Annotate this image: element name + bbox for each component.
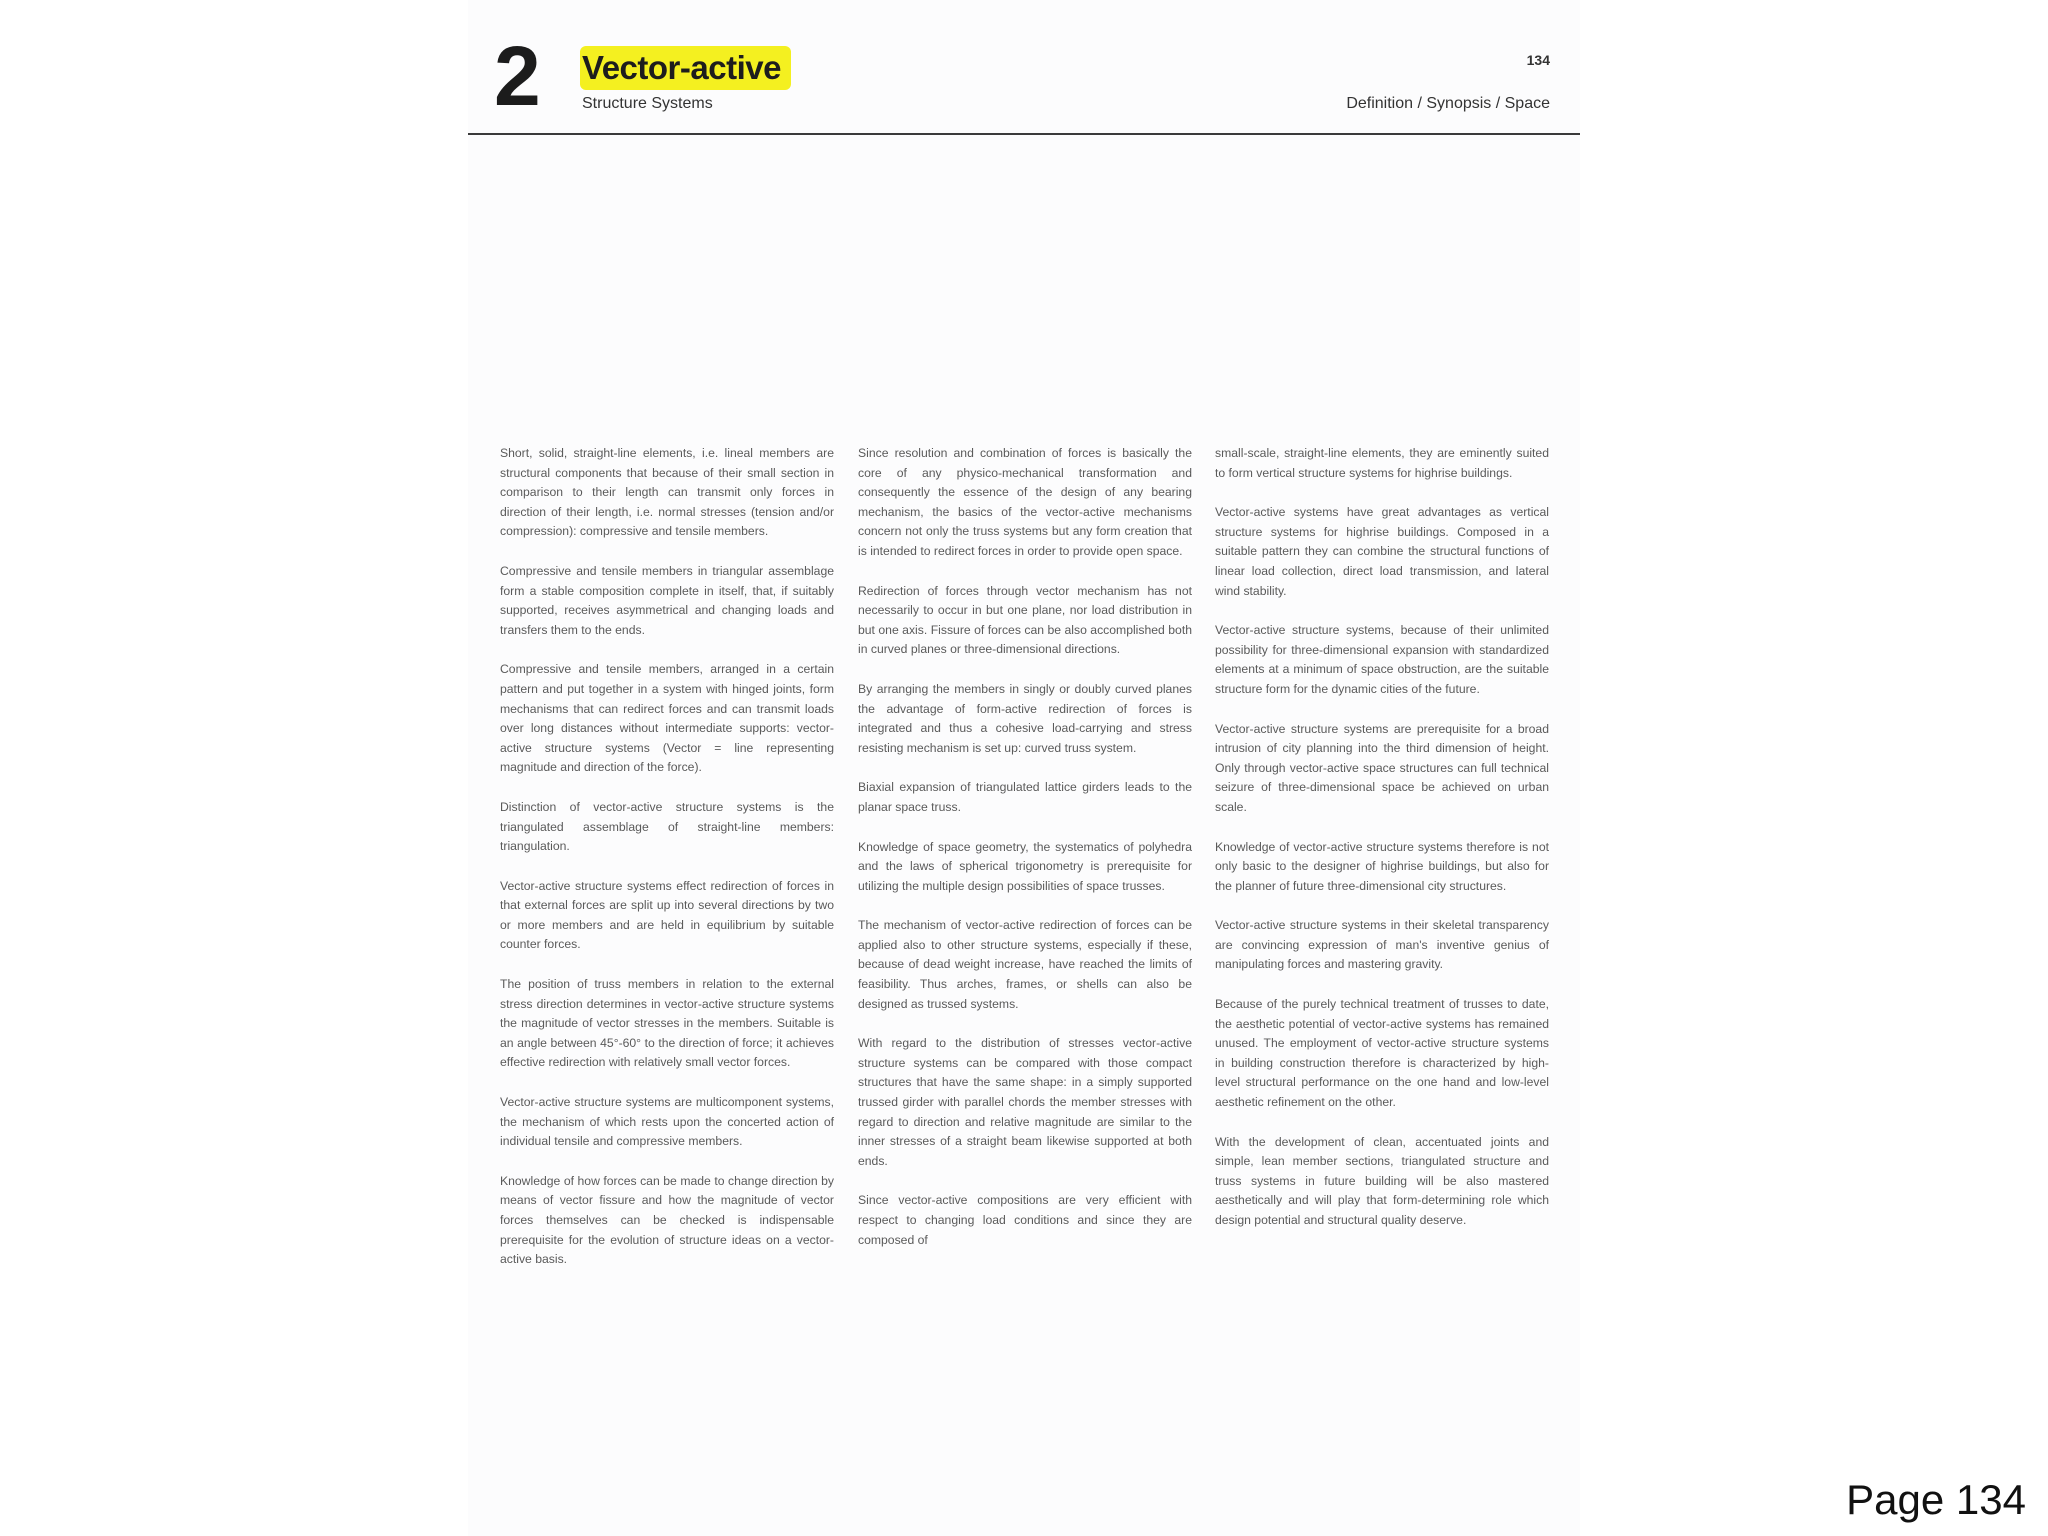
paragraph: Vector-active systems have great advantages as vertical structure systems for highrise buildings. Composed in a suitable pattern they can combine the structural functions of linear load collection, direct load transmission, and lateral wind stability. [1215, 505, 1549, 598]
text-column-3 [1215, 444, 1549, 1251]
paragraph: Vector-active structure systems are multicomponent systems, the mechanism of which rests upon the concerted action of individual tensile and compressive members. [500, 1095, 834, 1149]
paragraph: Vector-active structure systems are prerequisite for a broad intrusion of city planning into the third dimension of height. Only through vector-active space structures can full technical seizure of three-dimensional space be achieved on urban scale. [1215, 721, 1549, 814]
paragraph: Distinction of vector-active structure systems is the triangulated assemblage of straight-line members: triangulation. [500, 799, 834, 854]
paragraph: Vector-active structure systems effect redirection of forces in that external forces are split up into several directions by two or more members and are held in equilibrium by suitable counter forces. [500, 878, 834, 952]
paragraph: Because of the purely technical treatment of trusses to date, the aesthetic potential of vector-active systems has remained unused. The employment of vector-active structure systems in building construction therefore is characterized by high-level structural performance on the one hand and low-level aesthetic refinement on the other. [1215, 997, 1549, 1110]
section-breadcrumb: Definition / Synopsis / Space [1346, 95, 1550, 112]
paragraph: Compressive and tensile members in triangular assemblage form a stable composition complete in itself, that, if suitably supported, receives asymmetrical and changing loads and transfers them to the ends. [500, 563, 834, 637]
paragraph: By arranging the members in singly or doubly curved planes the advantage of form-active redirection of forces is integrated and thus a cohesive load-carrying and stress resisting mechanism is set up: curved truss system. [858, 681, 1192, 755]
paragraph: Since vector-active compositions are very efficient with respect to changing load conditions and since they are composed of [858, 1193, 1192, 1247]
slide-page-label: Page 134 [1846, 1476, 2026, 1523]
chapter-subtitle: Structure Systems [582, 95, 713, 112]
paragraph: Biaxial expansion of triangulated lattice girders leads to the planar space truss. [858, 780, 1192, 814]
paragraph: Knowledge of vector-active structure systems therefore is not only basic to the designer of highrise buildings, but also for the planner of future three-dimensional city structures. [1215, 839, 1549, 893]
text-column-2 [858, 444, 1192, 1270]
header-divider [468, 133, 1580, 135]
paragraph: small-scale, straight-line elements, they are eminently suited to form vertical structure systems for highrise buildings. [1215, 446, 1549, 480]
paragraph: With the development of clean, accentuated joints and simple, lean member sections, triangulated structure and truss systems in future building will be also mastered aesthetically and will play that form-determining role which design potential and structural quality deserve. [1215, 1134, 1549, 1227]
paragraph: Short, solid, straight-line elements, i.e. lineal members are structural components that because of their small section in comparison to their length can transmit only forces in direction of their length, i.e. normal stresses (tension and/or compression): compressive and tensile members. [500, 446, 834, 539]
chapter-title: Vector-active [580, 46, 791, 90]
paragraph: Compressive and tensile members, arranged in a certain pattern and put together in a system with hinged joints, form mechanisms that can redirect forces and can transmit loads over long distances without intermediate supports: vector-active structure systems (Vector = line representing magnitude and direction of the force). [500, 662, 834, 775]
paragraph: Vector-active structure systems in their skeletal transparency are convincing expression of man's inventive genius of manipulating forces and mastering gravity. [1215, 918, 1549, 972]
text-column-1 [500, 444, 834, 1290]
book-page-number: 134 [1526, 52, 1550, 68]
paragraph: Vector-active structure systems, because of their unlimited possibility for three-dimensional expansion with standardized elements at a minimum of space obstruction, are the suitable structure form for the dynamic cities of the future. [1215, 623, 1549, 696]
paragraph: With regard to the distribution of stresses vector-active structure systems can be compared with those compact structures that have the same shape: in a simply supported trussed girder with parallel chords the member stresses with regard to direction and relative magnitude are similar to the inner stresses of a straight beam likewise supported at both ends. [858, 1036, 1192, 1168]
paragraph: Knowledge of how forces can be made to change direction by means of vector fissure and how the magnitude of vector forces themselves can be checked is indispensable prerequisite for the evolution of structure ideas on a vector-active basis. [500, 1173, 834, 1267]
paragraph: Redirection of forces through vector mechanism has not necessarily to occur in but one plane, nor load distribution in but one axis. Fissure of forces can be also accomplished both in curved planes or three-dimensional directions. [858, 583, 1192, 657]
paragraph: Since resolution and combination of forces is basically the core of any physico-mechanical transformation and consequently the essence of the design of any bearing mechanism, the basics of the vector-active mechanisms concern not only the truss systems but any form creation that is intended to redirect forces in order to provide open space. [858, 446, 1192, 558]
paragraph: The position of truss members in relation to the external stress direction determines in vector-active structure systems the magnitude of vector stresses in the members. Suitable is an angle between 45°-60° to the direction of force; it achieves effective redirection with relatively small vector forces. [500, 977, 834, 1070]
paragraph: Knowledge of space geometry, the systematics of polyhedra and the laws of spherical trigonometry is prerequisite for utilizing the multiple design possibilities of space trusses. [858, 839, 1192, 893]
paragraph: The mechanism of vector-active redirection of forces can be applied also to other structure systems, especially if these, because of dead weight increase, have reached the limits of feasibility. Thus arches, frames, or shells can also be designed as trussed systems. [858, 918, 1192, 1011]
chapter-number: 2 [494, 29, 541, 123]
